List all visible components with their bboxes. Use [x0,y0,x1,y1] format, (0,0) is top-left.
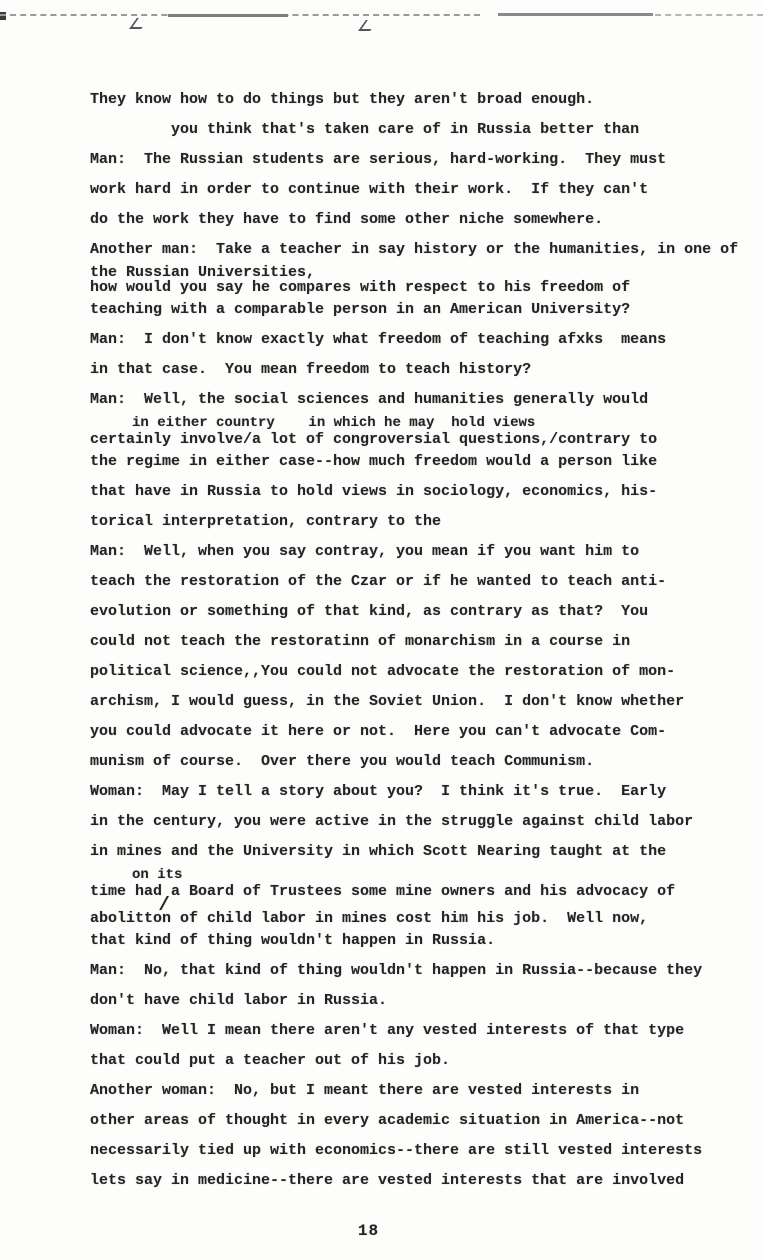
text-line: don't have child labor in Russia. [90,992,388,1009]
text-line: that have in Russia to hold views in sociology, economics, his- [90,483,658,500]
transcript-text-block [90,85,760,1196]
text-line: Man: I don't know exactly what freedom of teaching afxks means [90,331,667,348]
text-line: other areas of thought in every academic situation in America--not [90,1112,685,1129]
text-line: They know how to do things but they aren't broad enough. [90,91,595,108]
text-line: Man: No, that kind of thing wouldn't happen in Russia--because they [90,962,703,979]
text-line: evolution or something of that kind, as contrary as that? You [90,603,649,620]
scan-artifact-hook-mark [358,20,378,31]
text-line: in the century, you were active in the struggle against child labor [90,813,694,830]
text-line: in that case. You mean freedom to teach history? [90,361,532,378]
scan-artifact-dashed-line [655,14,763,16]
text-line: that could put a teacher out of his job. [90,1052,451,1069]
text-line: abolitton of child labor in mines cost him his job. Well now, [90,910,649,927]
text-line: could not teach the restoratinn of monarchism in a course in [90,633,631,650]
text-line: Man: Well, the social sciences and humanities generally would [90,391,649,408]
text-line: political science,,You could not advocate the restoration of mon- [90,663,676,680]
text-line: torical interpretation, contrary to the [90,513,442,530]
scan-artifact-dark-segment [498,13,653,16]
text-line: in mines and the University in which Scott Nearing taught at the [90,843,667,860]
text-line: / [90,894,170,916]
text-line: do the work they have to find some other niche somewhere. [90,211,604,228]
text-line: teach the restoration of the Czar or if he wanted to teach anti- [90,573,667,590]
text-line: the regime in either case--how much freedom would a person like [90,453,658,470]
text-line: Another woman: No, but I meant there are vested interests in [90,1082,640,1099]
text-line: time had a Board of Trustees some mine owners and his advocacy of [90,883,676,900]
text-line: Man: The Russian students are serious, hard-working. They must [90,151,667,168]
text-line: teaching with a comparable person in an American University? [90,301,631,318]
text-line: archism, I would guess, in the Soviet Union. I don't know whether [90,693,685,710]
text-line: you could advocate it here or not. Here you can't advocate Com- [90,723,667,740]
text-line: work hard in order to continue with their work. If they can't [90,181,649,198]
text-line: Another man: Take a teacher in say history or the humanities, in one of [90,241,739,258]
scan-artifact-hook-mark [129,18,149,29]
text-line: Woman: May I tell a story about you? I think it's true. Early [90,783,667,800]
text-line: Man: Well, when you say contray, you mean if you want him to [90,543,640,560]
scan-artifact-dark-segment [168,14,288,17]
text-line: certainly involve/a lot of congroversial questions,/contrary to [90,431,658,448]
text-line: in either country in which he may hold views [90,415,536,431]
text-line: lets say in medicine--there are vested interests that are involved [90,1172,685,1189]
text-line: how would you say he compares with respect to his freedom of [90,279,631,296]
text-line: that kind of thing wouldn't happen in Russia. [90,932,496,949]
text-line: Woman: Well I mean there aren't any vested interests of that type [90,1022,685,1039]
text-line: you think that's taken care of in Russia better than [90,121,640,138]
text-line: necessarily tied up with economics--there are still vested interests [90,1142,703,1159]
text-line: on its [90,867,183,883]
text-line: the Russian Universities, [90,264,316,281]
page-number: 18 [357,1222,380,1240]
text-line: munism of course. Over there you would teach Communism. [90,753,595,770]
